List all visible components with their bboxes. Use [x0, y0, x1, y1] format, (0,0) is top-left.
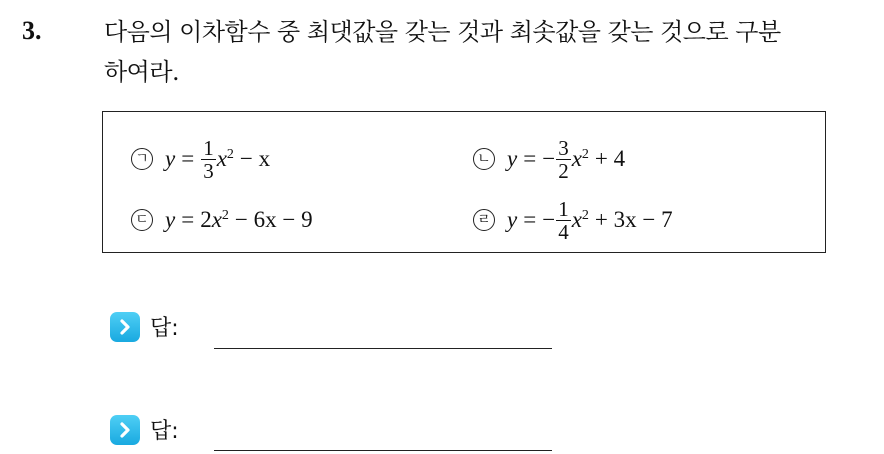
eq4-fraction	[556, 198, 571, 243]
choice-marker-3: ㄷ	[131, 209, 153, 231]
eq3-rest: − 6x − 9	[234, 207, 313, 232]
eq4-rest: + 3x − 7	[594, 207, 673, 232]
eq3-equals: =	[181, 207, 195, 232]
choice-1	[131, 129, 270, 189]
eq2-numerator: 3	[558, 135, 569, 160]
eq4-equals: =	[523, 207, 537, 232]
chevron-right-icon	[110, 312, 140, 342]
choice-2	[473, 129, 625, 189]
answer-label-2: 답:	[150, 419, 179, 444]
equation-3: y = 2 x $^2$ − 6x − 9	[165, 207, 313, 232]
eq3-lhs: y	[165, 207, 176, 232]
eq1-denominator: 3	[203, 158, 214, 183]
answer-row-2	[110, 414, 179, 445]
eq1-rest: − x	[239, 146, 271, 171]
eq2-lhs: y	[507, 146, 518, 171]
eq2-variable: x	[571, 146, 582, 171]
eq1-fraction	[201, 137, 216, 182]
equation-4: y = − $\frac{1}{4}$ x $^2$ + 3x − 7	[507, 196, 673, 244]
choice-marker-4: ㄹ	[473, 209, 495, 231]
equation-1: y = $\frac{1}{3}$ x $^2$ − x	[165, 135, 271, 183]
answer-row-1	[110, 311, 179, 342]
equation-2: y = − $\frac{3}{2}$ x $^2$ + 4	[507, 135, 626, 183]
eq3-variable: x	[211, 207, 222, 232]
answer-label-1: 답:	[150, 316, 179, 341]
eq4-lhs: y	[507, 207, 518, 232]
answer-blank-2[interactable]	[214, 450, 552, 451]
eq2-rest: + 4	[594, 146, 626, 171]
eq1-variable: x	[216, 146, 227, 171]
eq2-equals: =	[523, 146, 537, 171]
choice-4	[473, 190, 673, 250]
answer-blank-1[interactable]	[214, 348, 552, 349]
eq2-sign: −	[542, 146, 556, 171]
question-text	[104, 12, 864, 92]
eq2-denominator: 2	[558, 158, 569, 183]
eq1-equals: =	[181, 146, 195, 171]
eq2-fraction	[556, 137, 571, 182]
chevron-right-icon	[110, 415, 140, 445]
eq1-lhs: y	[165, 146, 176, 171]
eq4-denominator: 4	[558, 219, 569, 244]
question-number: 3.	[22, 16, 42, 45]
choices-box	[102, 111, 826, 253]
choice-marker-2: ㄴ	[473, 148, 495, 170]
eq4-numerator: 1	[558, 196, 569, 221]
choice-marker-1: ㄱ	[131, 148, 153, 170]
eq1-numerator: 1	[203, 135, 214, 160]
question-text-line2: 하여라.	[104, 58, 180, 86]
choice-3	[131, 190, 313, 250]
question-text-line1: 다음의 이차함수 중 최댓값을 갖는 것과 최솟값을 갖는 것으로 구분	[104, 18, 781, 46]
eq4-sign: −	[542, 207, 556, 232]
eq4-variable: x	[571, 207, 582, 232]
eq3-coefficient: 2	[200, 207, 212, 232]
